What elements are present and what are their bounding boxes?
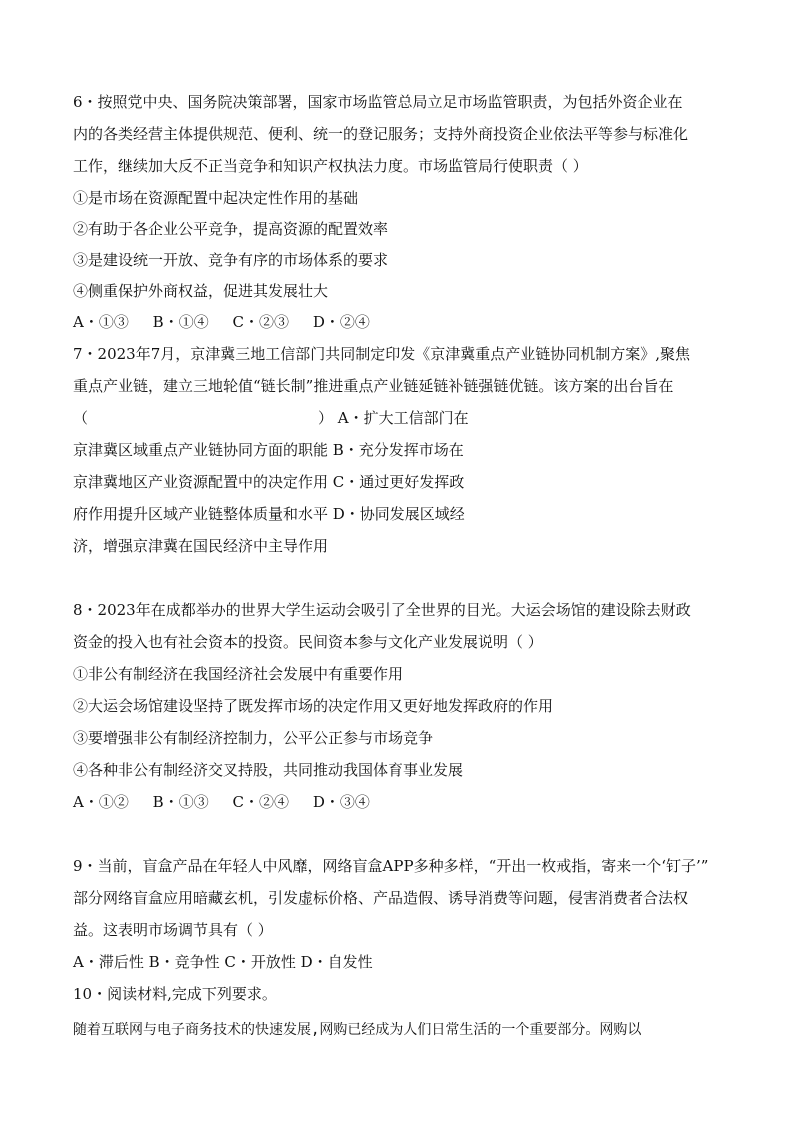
q9-stem-line-3: 益。这表明市场调节具有（ ）: [73, 921, 273, 939]
q6-option-4: ④侧重保护外商权益，促进其发展壮大: [73, 282, 329, 300]
q6-stem-line-1: 6・按照党中央、国务院决策部署，国家市场监管总局立足市场监管职责，为包括外资企业在: [73, 93, 683, 111]
q6-answer-choices: A・①③ B・①④ C・②③ D・②④: [73, 313, 370, 331]
q8-option-2: ②大运会场馆建设坚持了既发挥市场的决定作用又更好地发挥政府的作用: [73, 697, 554, 715]
q9-answer-choices: A・滞后性 B・竞争性 C・开放性 D・自发性: [73, 953, 373, 971]
q8-stem-line-1: 8・2023年在成都举办的世界大学生运动会吸引了全世界的目光。大运会场馆的建设除去财政: [73, 601, 691, 619]
q7-blank-line: [73, 408, 469, 428]
q9-stem-line-2: 部分网络盲盒应用暗藏玄机，引发虚标价格、产品造假、诱导消费等问题，侵害消费者合法权: [73, 889, 689, 907]
q8-stem-line-2: 资金的投入也有社会资本的投资。民间资本参与文化产业发展说明（ ）: [73, 633, 543, 651]
q6-option-1: ①是市场在资源配置中起决定性作用的基础: [73, 189, 359, 207]
q8-option-4: ④各种非公有制经济交叉持股，共同推动我国体育事业发展: [73, 761, 464, 779]
q8-answer-choices: A・①② B・①③ C・②④ D・③④: [73, 793, 370, 811]
q7-continued-4: 济，增强京津冀在国民经济中主导作用: [73, 537, 329, 555]
q6-option-3: ③是建设统一开放、竞争有序的市场体系的要求: [73, 251, 389, 269]
q7-stem-line-1: 7・2023年7月，京津冀三地工信部门共同制定印发《京津冀重点产业链协同机制方案》,聚焦: [73, 345, 691, 363]
q7-continued-2: 京津冀地区产业资源配置中的决定作用 C・通过更好发挥政: [73, 473, 465, 491]
q7-stem-line-2: 重点产业链，建立三地轮值“链长制”推进重点产业链延链补链强链优链。该方案的出台旨在: [73, 377, 674, 395]
q7-blank-open: （: [73, 409, 89, 427]
q6-stem-line-2: 内的各类经营主体提供规范、便利、统一的登记服务；支持外商投资企业依法平等参与标准化: [73, 125, 689, 143]
q9-stem-line-1: 9・当前，盲盒产品在年轻人中风靡，网络盲盒APP多种多样，“开出一枚戒指，寄来一个‘钉子’”: [73, 857, 709, 875]
q6-option-2: ②有助于各企业公平竞争，提高资源的配置效率: [73, 220, 389, 238]
q10-material-text: 随着互联网与电子商务技术的快速发展,网购已经成为人们日常生活的一个重要部分。网购以: [73, 1022, 642, 1038]
q8-option-1: ①非公有制经济在我国经济社会发展中有重要作用: [73, 665, 404, 683]
q10-stem: 10・阅读材料,完成下列要求。: [73, 985, 277, 1003]
q7-continued-3: 府作用提升区域产业链整体质量和水平 D・协同发展区域经: [73, 505, 465, 523]
q7-blank-close: ） A・扩大工信部门在: [318, 409, 469, 427]
q6-stem-line-3: 工作，继续加大反不正当竞争和知识产权执法力度。市场监管局行使职责（ ）: [73, 157, 588, 175]
q8-option-3: ③要增强非公有制经济控制力，公平公正参与市场竞争: [73, 729, 434, 747]
q7-continued-1: 京津冀区域重点产业链协同方面的职能 B・充分发挥市场在: [73, 441, 464, 459]
